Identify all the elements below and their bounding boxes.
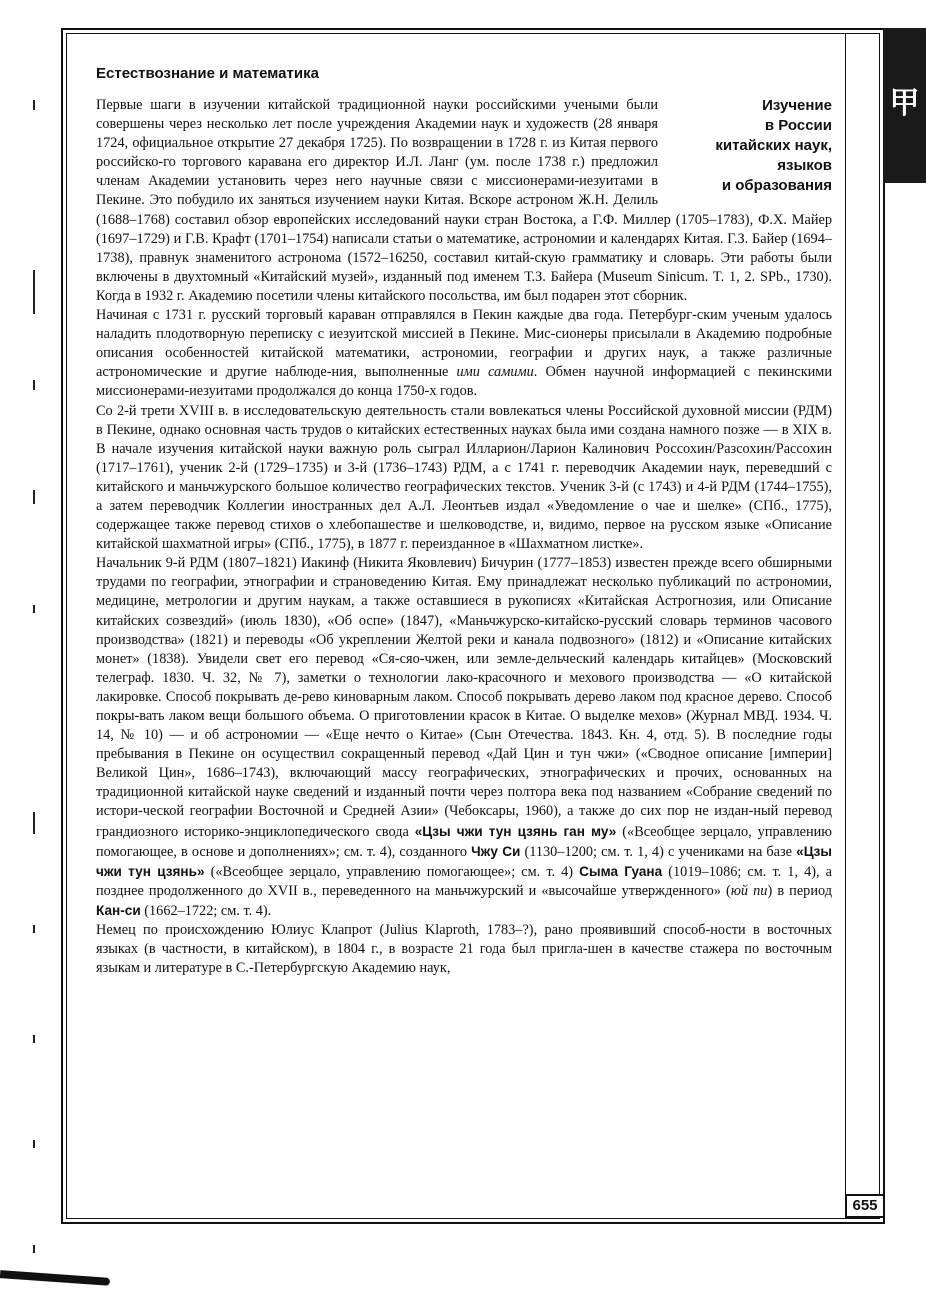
side-heading-line: китайских наук,: [715, 137, 832, 154]
paragraph-text: Начиная с 1731 г. русский торговый караван отправлялся в Пекин каждые два года. Петербург-ским ученым удалось наладить плодотворную переписку с иезуитской миссией в Пекине. Мис-сионеры присылали в Академию подробные описания особенностей китайской математики, астрономии, географии и других наук, а также различные астрономические и другие наблюде-ния, выполненные: [96, 307, 832, 381]
paragraph-text: (1130–1200; см. т. 1, 4) с учениками на базе: [520, 843, 797, 860]
side-heading-line: в России: [764, 117, 832, 134]
paragraph-text: Начальник 9-й РДМ (1807–1821) Иакинф (Никита Яковлевич) Бичурин (1777–1853) известен прежде всего обширными трудами по географии, этнографии и страноведению Китая. Ему принадлежат несколько публикаций по астрономии, медицине, метрологии и другим наукам, а также оставшиеся в рукописях «Китайская Астрогнозия, или Описание китайских созвездий» (июль 1830), «Об оспе» (1847), «Маньчжурско-китайско-русский словарь терминов часового производства» (1821) и переводы «Об укреплении Желтой реки и канала подвозного» (1812) и «Описание китайских монет» (1838). Увидели свет его перевод «Ся-сяо-чжен, или земле-дельческий календарь китайцев» (Московский телеграф. 1830. Ч. 32, № 7), заметки о технологии лако-красочного и мехового производства — «О китайской лакировке. Способ покрывать де-рево киноварным лаком. Способ покрывать дерево лаком под красное дерево. Способ покры-вать лаком вещи большого объема. О приготовлении красок в Китае. О выделке мехов» (Журнал МВД. 1934. Ч. 14, № 10) — и об астрономии — «Еще нечто о Китае» (Сын Отечества. 1843. Кн. 4, отд. 5). В последние годы пребывания в Пекине он осуществил сокращенный перевод «Дай Цин и тун чжи» («Сводное описание [империи] Великой Цин», 1686–1743), включающий массу географических, этнографических и прочих, основанных на традиционной китайской науке сведений и изданный почти через полтора века под названием «Собрание сведений по истори-ческой географии Восточной и Средней Азии» (Чебоксары, 1960), а также до сих пор не издан-ный перевод грандиозного историко-энциклопедического свода: [96, 555, 832, 840]
scan-speck: [33, 1140, 35, 1148]
scan-smudge: [0, 1270, 110, 1286]
bold-term: «Цзы чжи тун цзянь ган му»: [414, 823, 617, 839]
emphasis-text: юй пи: [730, 882, 768, 899]
side-heading-line: Изучение: [762, 97, 832, 114]
paragraph: [96, 554, 832, 921]
bold-term: Кан-си: [96, 902, 141, 918]
paragraph: Немец по происхождению Юлиус Клапрот (Julius Klaproth, 1783–?), рано проявивший способ-ности в восточных языках (в частности, в китайском), в 1804 г., в возрасте 21 года был пригла-шен в качестве стажера по восточным языкам и литературе в С.-Петербургскую Академию наук,: [96, 922, 832, 977]
scan-speck: [33, 925, 35, 933]
scan-speck: [33, 490, 35, 504]
paragraph: [96, 306, 832, 401]
page-content: [96, 62, 832, 978]
bold-term: Чжу Си: [471, 843, 521, 859]
bold-term: «Цзы чжи тун цзянь»: [96, 843, 832, 879]
thumb-index-tab: [883, 28, 926, 183]
paragraph-text: («Всеобщее зерцало, управлению помогающее, в основе и дополнениях»; см. т. 4), созданного: [96, 823, 832, 860]
margin-rule: [845, 34, 846, 1218]
scan-speck: [33, 605, 35, 613]
scan-speck: [33, 812, 35, 834]
paragraph-text: (1662–1722; см. т. 4).: [140, 902, 272, 919]
side-heading: [672, 96, 832, 196]
side-heading-line: и образования: [721, 177, 832, 194]
scan-speck: [33, 1035, 35, 1043]
paragraph: Первые шаги в изучении китайской традиционной науки российскими учеными были совершены через несколько лет после учреждения Академии наук и художеств (28 января 1724, официальное открытие 27 декабря 1725). По возвращении в 1728 г. из Китая первого российско-го торгового каравана его директор И.Л. Ланг (ум. после 1738 г.) предложил членам Академии установить через него научные связи с миссионерами-иезуитами в Пекине. Это побудило их заняться изучением науки Китая. Вскоре астроном Ж.Н. Делиль (1688–1768) составил обзор европейских исследований науки стран Востока, а Г.Ф. Миллер (1705–1783), Ф.Х. Майер (1697–1729) и Г.В. Крафт (1701–1754) написали статьи о математике, астрономии и календарях Китая. Г.З. Байер (1694–1738), правнук знаменитого астронома (1572–16250, составил китай-скую грамматику и словарь. Эти работы были включены в двухтомный «Китайский музей», изданный под именем Т.З. Байера (Museum Sinicum. T. 1, 2. SPb., 1730). Когда в 1932 г. Академию посетили члены китайского посольства, им был подарен этот сборник.: [96, 97, 832, 304]
scan-speck: [33, 270, 35, 314]
bold-term: Сыма Гуана: [579, 863, 663, 879]
emphasis-text: ими самими: [456, 364, 534, 381]
paragraph: Со 2-й трети XVIII в. в исследовательскую деятельность стали вовлекаться члены Российской духовной миссии (РДМ) в Пекине, однако основная часть трудов о китайских естественных науках была ими создана намного позже — в XIX в. В начале изучения китайской науки важную роль сыграл Илларион/Ларион Калинович Россохин/Разсохин/Рассохин (1717–1761), ученик 2-й (1729–1735) и 3-й (1736–1743) РДМ, а с 1741 г. переводчик Академии наук, переведший с китайского и маньчжурского большое количество географических текстов. Ученик 3-й (с 1743) и 4-й РДМ (1744–1755), а затем переводчик Коллегии иностранных дел А.Л. Леонтьев издал «Уведомление о чае и шелке» (СПб., 1775), содержащее также перевод стихов о хлебопашестве и шелководстве, и, видимо, первое на русском языке «Описание китайской шахматной игры» (СПб., 1775), в 1877 г. переизданное в «Шахматном листке».: [96, 402, 832, 553]
paragraph-text: . Обмен научной информацией с пекинскими миссионерами-иезуитами продолжался до конца 1750-х годов.: [96, 364, 832, 400]
paragraph-text: («Всеобщее зерцало, управлению помогающее»; см. т. 4): [204, 863, 580, 880]
paragraph-text: (1019–1086; см. т. 1, 4), а позднее продолженного до XVII в., переведенного на маньчжурский и «высочайше утвержденного» (: [96, 863, 833, 899]
side-heading-line: языков: [777, 157, 832, 174]
scan-speck: [33, 1245, 35, 1253]
scan-speck: [33, 100, 35, 110]
running-head: Естествознание и математика: [96, 65, 319, 82]
scan-speck: [33, 380, 35, 390]
chinese-glyph-icon: 甲: [889, 86, 920, 121]
paragraph-text: ) в период: [767, 882, 832, 899]
page-number: 655: [845, 1194, 885, 1218]
